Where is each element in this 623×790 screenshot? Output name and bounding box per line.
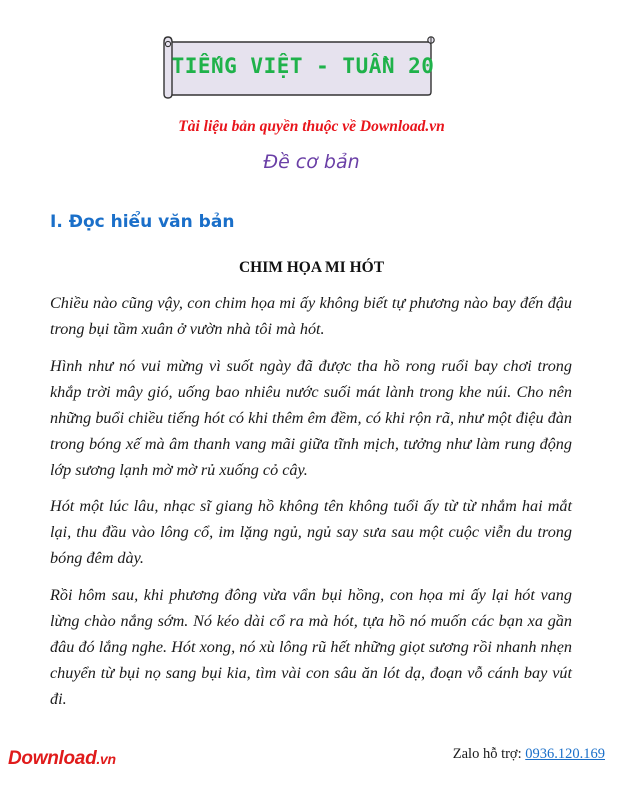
story-paragraph: Rồi hôm sau, khi phương đông vừa vẩn bụi hồng, con họa mi ấy lại hót vang lừng chào nắng sớm. Nó kéo dài cổ ra mà hót, tựa hồ nó muốn các bạn xa gần đâu đó lắng nghe. Hót xong, nó xù lông rũ hết những giọt sương rồi nhanh nhẹn chuyển từ bụi nọ sang bụi kia, tìm vài con sâu ăn lót dạ, đoạn vỗ cánh bay vút đi. <box>50 585 572 708</box>
story-paragraph: Hình như nó vui mừng vì suốt ngày đã được tha hồ rong ruổi bay chơi trong khắp trời mây gió, uống bao nhiêu nước suối mát lành trong khe núi. Cho nên những buổi chiều tiếng hót có khi thêm êm đềm, có khi rộn rã, như một điệu đàn trong bóng xế mà âm thanh vang mãi giữa tĩnh mịch, tưởng như làm rung động lớp sương lạnh mờ mờ rủ xuống cỏ cây. <box>50 356 572 479</box>
logo-tld-text: .vn <box>96 751 116 767</box>
zalo-support <box>453 746 605 763</box>
copyright-notice: Tài liệu bản quyền thuộc về Download.vn <box>178 118 445 135</box>
story-body <box>50 290 572 722</box>
support-phone-link[interactable]: 0936.120.169 <box>525 746 605 762</box>
support-label: Zalo hỗ trợ: <box>452 746 526 762</box>
story-paragraph: Hót một lúc lâu, nhạc sĩ giang hồ không tên không tuổi ấy từ từ nhắm hai mắt lại, thu đầu vào lông cổ, im lặng ngủ, ngủ say sưa sau một cuộc viễn du trong bóng đêm dày. <box>50 497 572 567</box>
logo-main-text: Download <box>8 748 97 769</box>
story-title: CHIM HỌA MI HÓT <box>238 259 385 276</box>
section-heading: I. Đọc hiểu văn bản <box>50 212 235 232</box>
difficulty-subtitle: Đề cơ bản <box>263 151 360 173</box>
story-paragraph: Chiều nào cũng vậy, con chim họa mi ấy không biết tự phương nào bay đến đậu trong bụi tầm xuân ở vườn nhà tôi mà hót. <box>50 294 572 338</box>
title-banner <box>160 36 440 96</box>
download-vn-logo[interactable] <box>8 748 116 770</box>
banner-title: TIẾNG VIỆT - TUẦN 20 <box>171 54 435 78</box>
